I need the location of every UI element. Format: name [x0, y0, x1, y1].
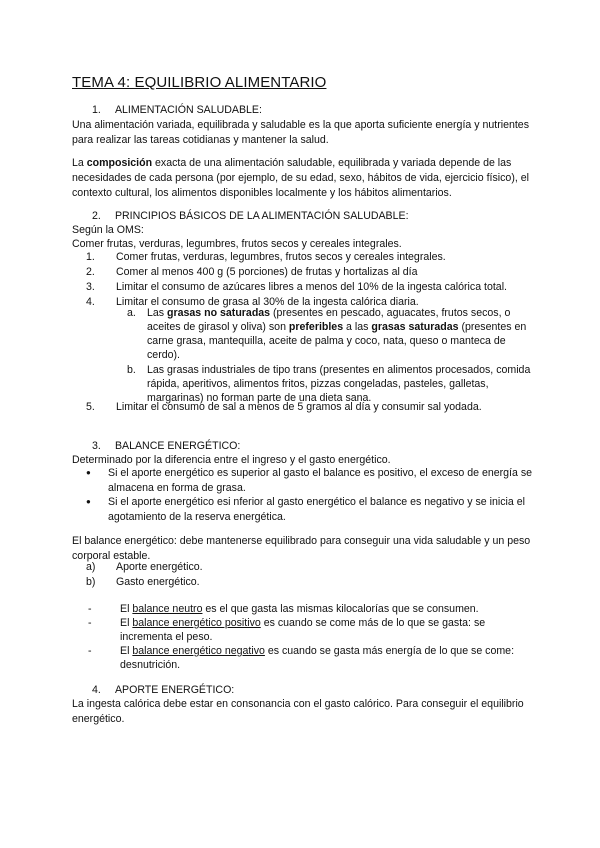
page-title: TEMA 4: EQUILIBRIO ALIMENTARIO — [72, 74, 327, 91]
section-number: 4. — [92, 684, 101, 696]
section-heading-3 — [92, 440, 240, 452]
section-title: BALANCE ENERGÉTICO: — [114, 440, 241, 452]
sub-list-item: a. Las grasas no saturadas (presentes en pescado, aguacates, frutos secos, o aceites de girasol y oliva) son preferibles a las grasas saturadas (presentes en carne grasa, mantequilla, aceite de palma y coco, nata, queso o manteca de cerdo). — [127, 307, 527, 361]
list-item: b) Gasto energético. — [86, 576, 200, 588]
numbered-list — [86, 400, 532, 415]
bullet-list — [86, 466, 532, 524]
list-item: 2. Comer al menos 400 g (5 porciones) de frutas y hortalizas al día — [86, 266, 418, 278]
bullet-icon: ● — [86, 497, 91, 506]
list-item: - El balance energético positivo es cuando se come más de lo que se gasta: se incrementa el peso. — [88, 617, 486, 643]
paragraph: Según la OMS: — [72, 224, 144, 236]
paragraph: Determinado por la diferencia entre el ingreso y el gasto energético. — [72, 454, 391, 466]
paragraph: La ingesta calórica debe estar en consonancia con el gasto calórico. Para conseguir el equilibrio energético. — [72, 698, 524, 725]
paragraph: El balance energético: debe mantenerse equilibrado para conseguir una vida saludable y un peso corporal estable. — [72, 535, 531, 562]
list-item: 4. Limitar el consumo de grasa al 30% de la ingesta calórica diaria. — [86, 296, 419, 308]
dash-list — [88, 602, 532, 672]
list-item: - El balance energético negativo es cuando se gasta más energía de lo que se come: desnutrición. — [88, 645, 515, 671]
list-item: 5. Limitar el consumo de sal a menos de 5 gramos al día y consumir sal yodada. — [86, 401, 482, 413]
section-heading-1 — [92, 104, 262, 116]
paragraph: La composición exacta de una alimentación saludable, equilibrada y variada depende de las necesidades de cada persona (por ejemplo, de su edad, sexo, hábitos de vida, ejercicio físico), el contexto cultural, los alimentos disponibles localmente y los hábitos alimentarios. — [72, 157, 529, 199]
list-item: a) Aporte energético. — [86, 561, 203, 573]
paragraph: Comer frutas, verduras, legumbres, frutos secos y cereales integrales. — [72, 238, 402, 250]
section-number: 3. — [92, 440, 101, 452]
section-title: PRINCIPIOS BÁSICOS DE LA ALIMENTACIÓN SALUDABLE: — [114, 210, 409, 222]
section-title: APORTE ENERGÉTICO: — [114, 684, 235, 696]
numbered-list — [86, 250, 532, 310]
section-heading-4 — [92, 684, 234, 696]
lettered-list — [86, 560, 532, 590]
section-number: 2. — [92, 210, 101, 222]
paragraph: Una alimentación variada, equilibrada y saludable es la que aporta suficiente energía y nutrientes para realizar las tareas cotidianas y mantener la salud. — [72, 119, 529, 146]
sub-list-item: b. Las grasas industriales de tipo trans (presentes en alimentos procesados, comida rápida, aperitivos, alimentos fritos, pizzas congeladas, pasteles, galletas, margarinas) no forman parte de una dieta sana. — [127, 364, 531, 404]
sub-list — [127, 306, 532, 405]
section-heading-2 — [92, 210, 409, 222]
list-item: 1. Comer frutas, verduras, legumbres, frutos secos y cereales integrales. — [86, 251, 446, 263]
section-number: 1. — [92, 104, 101, 116]
bullet-icon: ● — [86, 468, 91, 477]
list-item: ● Si el aporte energético esi nferior al gasto energético el balance es negativo y se inicia el agotamiento de la reserva energética. — [86, 496, 525, 523]
section-title: ALIMENTACIÓN SALUDABLE: — [114, 104, 262, 116]
list-item: ● Si el aporte energético es superior al gasto el balance es positivo, el exceso de energía se almacena en forma de grasa. — [86, 467, 533, 494]
list-item: 3. Limitar el consumo de azúcares libres a menos del 10% de la ingesta calórica total. — [86, 281, 507, 293]
list-item: - El balance neutro es el que gasta las mismas kilocalorías que se consumen. — [88, 603, 479, 615]
